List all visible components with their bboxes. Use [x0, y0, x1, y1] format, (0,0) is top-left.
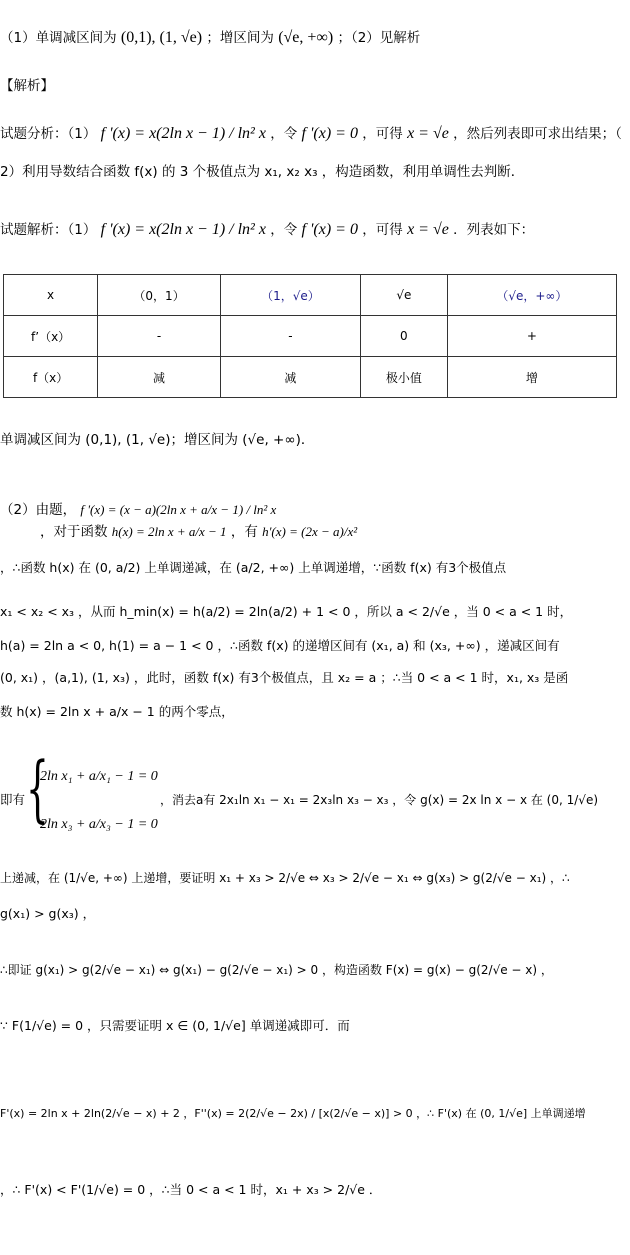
solution-xval: x = √e: [407, 221, 449, 238]
system-eq2-text: 2ln x₃ + a/x₃ − 1 = 0: [40, 817, 158, 832]
hint-text1: ，令: [270, 126, 298, 142]
part2-line-6: 数 h(x) = 2ln x + a/x − 1 的两个零点，: [0, 704, 234, 719]
answer-suffix: ；（2）见解析: [337, 30, 421, 46]
table-cell: 极小值: [360, 357, 447, 398]
part2-l1-c: ，有: [230, 524, 258, 540]
left-brace: {: [26, 746, 49, 830]
part2-l1-a: （2）由题，: [0, 502, 77, 518]
part2-line-5: (0, x₁) ，(a,1), (1, x₃) ，此时，函数 f(x) 有3个极值点，且 x₂ = a ；∴当 0 < a < 1 时，x₁, x₃ 是函: [0, 670, 569, 685]
answer-decreasing-intervals: (0,1), (1, √e): [120, 29, 203, 46]
hint-derivative: f '(x) = x(2ln x − 1) / ln² x: [100, 125, 266, 142]
table-cell: 减: [98, 357, 221, 398]
analysis-title: 【解析】: [0, 78, 54, 94]
table-header-cell: （1，√e）: [220, 275, 360, 316]
system-post: ，消去a有 2x₁ln x₁ − x₁ = 2x₃ln x₃ − x₃ ，令 g(x) = 2x ln x − x 在 (0, 1/√e): [160, 793, 599, 807]
hint-text2: ，可得: [362, 126, 403, 142]
table-cell: -: [98, 316, 221, 357]
table-header-cell: （0，1）: [98, 275, 221, 316]
part2-line-10: ∴即证 g(x₁) > g(2/√e − x₁) ⇔ g(x₁) − g(2/√e − x₁) > 0 ，构造函数 F(x) = g(x) − g(2/√e − x) ，: [0, 963, 553, 977]
hint-label: 试题分析：（1）: [0, 126, 97, 142]
system-equation-1: [40, 766, 158, 787]
monotonicity-table: [3, 274, 617, 398]
part2-line-11: ∵ F(1/√e) = 0 ，只需要证明 x ∈ (0, 1/√e] 单调递减即可．而: [0, 1018, 350, 1033]
solution-eq0: f '(x) = 0: [301, 221, 358, 238]
part2-line-8: 上递减，在 (1/√e, +∞) 上递增，要证明 x₁ + x₃ > 2/√e ⇔ x₃ > 2/√e − x₁ ⇔ g(x₃) > g(2/√e − x₁) ，∴: [0, 871, 570, 885]
part2-fprime: f '(x) = (x − a)(2ln x + a/x − 1) / ln² x: [80, 502, 277, 517]
table-row: [4, 316, 617, 357]
hint-text3: ，然后列表即可求出结果；（: [453, 126, 622, 142]
table-cell: -: [220, 316, 360, 357]
part2-line-2: ，∴函数 h(x) 在 (0, a/2) 上单调递减，在 (a/2, +∞) 上单调递增，∵函数 f(x) 有3个极值点: [0, 560, 507, 575]
part2-line-1b: [0, 522, 630, 542]
solution-text2: ，可得: [362, 222, 403, 238]
part2-line-1: [0, 500, 630, 520]
table-cell: +: [447, 316, 616, 357]
table-header-cell: （√e，+∞）: [447, 275, 616, 316]
conclusion-part1: 单调减区间为 (0,1), (1, √e)；增区间为 (√e, +∞)．: [0, 432, 315, 448]
table-header-cell: √e: [360, 275, 447, 316]
part2-h: h(x) = 2ln x + a/x − 1: [111, 524, 227, 539]
hint-xval: x = √e: [407, 125, 449, 142]
system-equation-2: [40, 814, 158, 835]
part2-hprime: h'(x) = (2x − a)/x²: [262, 524, 358, 539]
system-prefix: 即有: [0, 792, 26, 807]
solution-text3: ．列表如下：: [453, 222, 535, 238]
table-cell: 减: [220, 357, 360, 398]
part2-line-12: F'(x) = 2ln x + 2ln(2/√e − x) + 2 ，F''(x) = 2(2/√e − 2x) / [x(2/√e − x)] > 0 ，∴ F'(x) 在 (0, 1/√e] 上单调递增: [0, 1107, 586, 1120]
answer-mid: ；增区间为: [206, 30, 274, 46]
system-eq1-text: 2ln x₁ + a/x₁ − 1 = 0: [40, 769, 158, 784]
table-cell: 增: [447, 357, 616, 398]
solution-text1: ，令: [270, 222, 298, 238]
table-row: [4, 357, 617, 398]
table-cell: f’（x）: [4, 316, 98, 357]
table-header-row: [4, 275, 617, 316]
solution-derivative: f '(x) = x(2ln x − 1) / ln² x: [100, 221, 266, 238]
solution-label: 试题解析：（1）: [0, 222, 97, 238]
table-cell: f（x）: [4, 357, 98, 398]
solution-line: [0, 220, 630, 240]
part2-line-3: x₁ < x₂ < x₃ ，从而 h_min(x) = h(a/2) = 2ln(a/2) + 1 < 0 ，所以 a < 2/√e ，当 0 < a < 1 时，: [0, 604, 573, 619]
hint-line-1: [0, 124, 630, 144]
part2-l1-b: ，对于函数: [40, 524, 108, 540]
part2-line-13: ，∴ F'(x) < F'(1/√e) = 0 ，∴当 0 < a < 1 时，x₁ + x₃ > 2/√e ．: [0, 1182, 382, 1197]
answer-prefix: （1）单调减区间为: [0, 30, 117, 46]
hint-eq0: f '(x) = 0: [301, 125, 358, 142]
answer-increasing-interval: (√e, +∞): [278, 29, 334, 46]
answer-line: [0, 28, 630, 48]
hint-line-2: 2）利用导数结合函数 f(x) 的 3 个极值点为 x₁, x₂ x₃ ，构造函数，利用单调性去判断．: [0, 164, 525, 180]
part2-line-9: g(x₁) > g(x₃) ，: [0, 906, 96, 921]
table-header-cell: x: [4, 275, 98, 316]
part2-line-4: h(a) = 2ln a < 0, h(1) = a − 1 < 0 ，∴函数 f(x) 的递增区间有 (x₁, a) 和 (x₃, +∞) ，递减区间有: [0, 638, 560, 653]
table-cell: 0: [360, 316, 447, 357]
